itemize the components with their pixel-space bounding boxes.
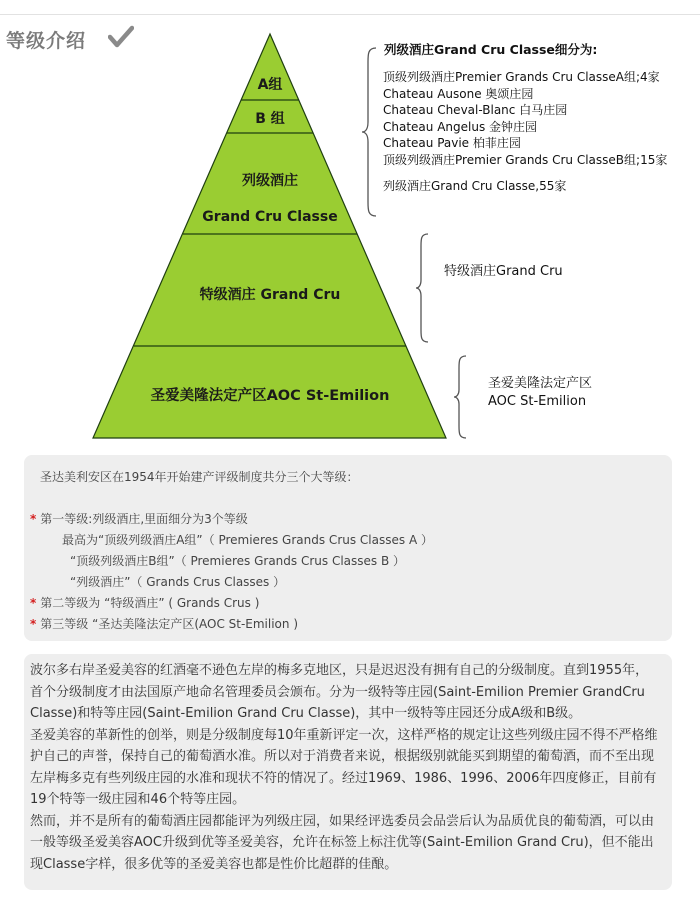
brace-aoc [452,354,470,440]
summary-item [30,594,259,611]
description-paragraph: 波尔多右岸圣爱美容的红酒毫不逊色左岸的梅多克地区，只是迟迟没有拥有自己的分级制度。直到1955年，首个分级制度才由法国原产地命名管理委员会颁布。分为一级特等庄园(Saint-Emilion Premier GrandCru Classe)和特等庄园(Saint-Emilion Grand Cru Classe)，其中一级特等庄园还分成A级和B级。 [30,663,649,721]
description-box [24,654,672,890]
summary-item-text: “顶级列级酒庄B组”（ Premieres Grands Crus Classes B ） [70,554,406,568]
summary-item [70,552,405,569]
star-marker: * [30,596,37,610]
classe-annotation-list [383,69,667,195]
grand-cru-annotation: 特级酒庄Grand Cru [444,264,563,279]
section-title: 等级介绍 [6,30,87,52]
summary-item [70,573,285,590]
summary-intro: 圣达美利安区在1954年开始建产评级制度共分三个大等级： [40,470,359,484]
classe-line: 顶级列级酒庄Premier Grands Cru ClasseA组;4家 [383,70,660,84]
tier-classe-en: Grand Cru Classe [202,209,338,225]
classe-line: Chateau Pavie 柏菲庄园 [383,136,521,150]
summary-item-text: 第一等级:列级酒庄,里面细分为3个等级 [40,512,248,526]
tier-aoc: 圣爱美隆法定产区AOC St-Emilion [150,388,390,404]
classe-line: Chateau Angelus 金钟庄园 [383,119,538,134]
star-marker: * [30,512,37,526]
classe-line: 顶级列级酒庄Premier Grands Cru ClasseB组;15家 [383,152,668,167]
brace-grand-cru [414,232,432,344]
aoc-annotation-en: AOC St-Emilion [488,394,587,409]
summary-item-text: 第二等级为 “特级酒庄” ( Grands Crus ) [40,596,260,610]
summary-box [24,455,672,641]
classe-line: 列级酒庄Grand Cru Classe,55家 [383,179,567,193]
summary-item-text: 第三等级 “圣达美隆法定产区(AOC St-Emilion ) [40,617,299,631]
summary-item-text: “列级酒庄”（ Grands Crus Classes ） [70,575,286,589]
summary-item [30,510,248,527]
aoc-annotation-cn: 圣爱美隆法定产区 [488,376,593,391]
description-text [30,660,658,875]
description-paragraph: 圣爱美容的革新性的创举，则是分级制度每10年重新评定一次，这样严格的规定让这些列级庄园不得不严格维护自己的声誉，保持自己的葡萄酒水准。所以对于消费者来说，根据级别就能买到期望的葡萄酒，而不至出现左岸梅多克有些列级庄园的水准和现状不符的情况了。经过1969、1986、1996、2006年四度修正，目前有19个特等一级庄园和46个特等庄园。 [30,727,658,807]
classe-line: Chateau Ausone 奥颂庄园 [383,86,534,101]
classification-pyramid [0,0,700,450]
aoc-annotation [488,375,592,411]
summary-item [62,531,433,548]
classe-annotation-title: 列级酒庄Grand Cru Classe细分为: [384,42,598,57]
star-marker: * [30,617,37,631]
tier-grand-cru: 特级酒庄 Grand Cru [199,287,341,303]
tier-classe-cn: 列级酒庄 [242,173,298,189]
brace-classe [360,46,380,218]
tier-b-group: B 组 [255,111,285,127]
classe-line: Chateau Cheval-Blanc 白马庄园 [383,103,568,117]
summary-item-text: 最高为“顶级列级酒庄A组”（ Premieres Grands Crus Classes A ） [62,533,433,547]
summary-item [30,615,298,632]
description-paragraph: 然而，并不是所有的葡萄酒庄园都能评为列级庄园，如果经评选委员会品尝后认为品质优良的葡萄酒，可以由一般等级圣爱美容AOC升级到优等圣爱美容，允许在标签上标注优等(Saint-Emilion Grand Cru)，但不能出现Classe字样，很多优等的圣爱美容也都是性价比超群的佳酿。 [30,813,655,872]
tier-a-group: A组 [257,77,283,93]
